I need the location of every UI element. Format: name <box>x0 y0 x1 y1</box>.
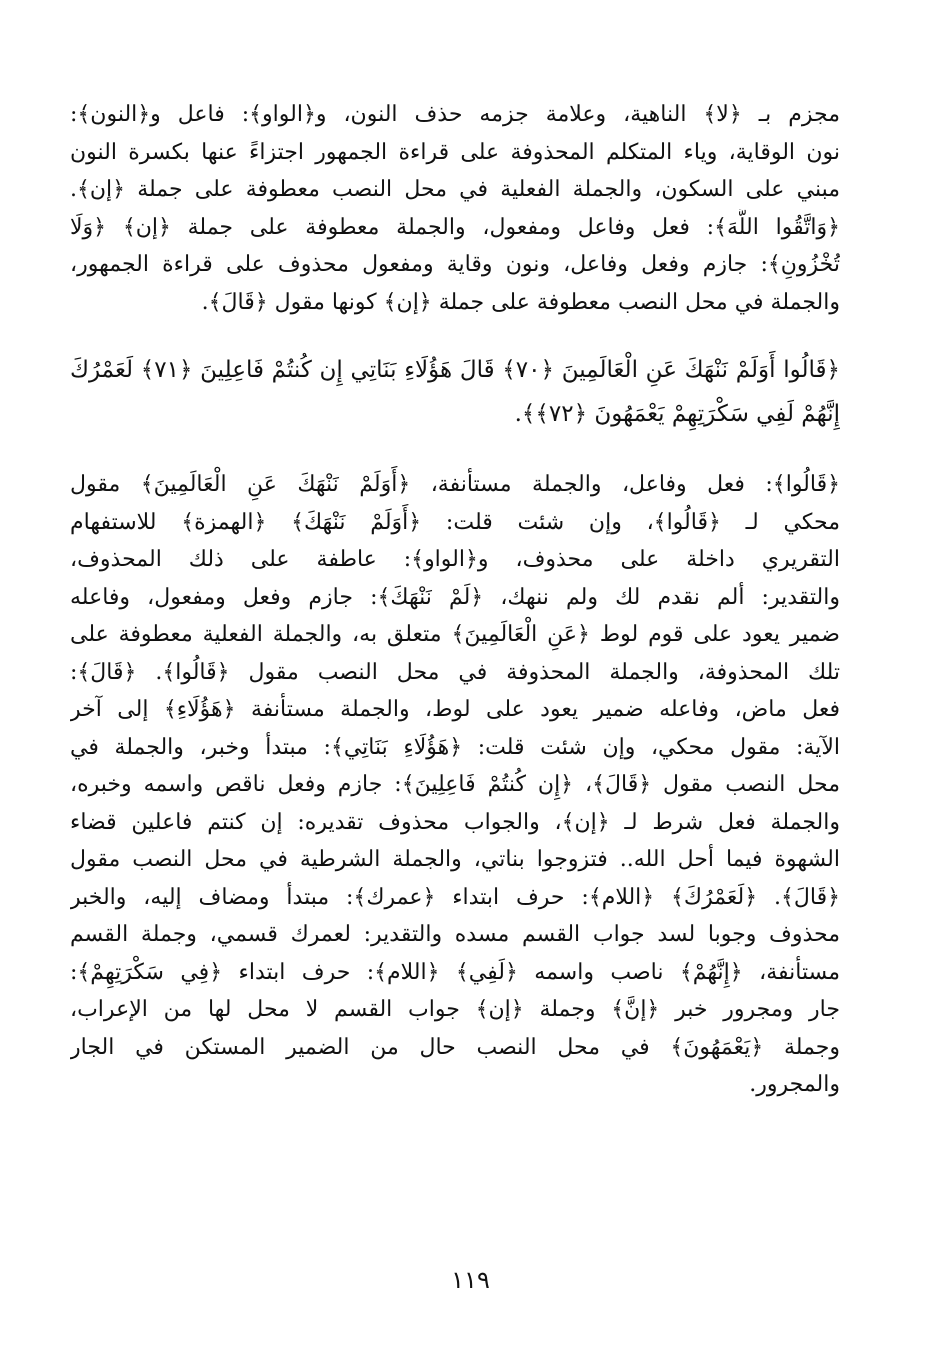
verse-line: ﴿قَالُوا أَوَلَمْ نَنْهَكَ عَنِ الْعَالَمِينَ ﴿٧٠﴾ قَالَ هَؤُلَاءِ بَنَاتِي إِن كُنتُمْ فَاعِلِينَ ﴿٧١﴾ لَعَمْرُكَ <box>70 357 840 383</box>
text-line: ﴿قَالَ﴾. ﴿لَعَمْرُكَ﴾ ﴿اللام﴾: حرف ابتداء ﴿عمرك﴾: مبتدأ ومضاف إليه، والخبر <box>70 884 840 910</box>
text-line: نون الوقاية، وياء المتكلم المحذوفة على قراءة الجمهور اجتزاءً عنها بكسرة النون <box>70 139 840 165</box>
text-line: مجزم بـ ﴿لا﴾ الناهية، وعلامة جزمه حذف النون، و﴿الواو﴾: فاعل و﴿النون﴾: <box>70 102 840 127</box>
text-line: والجملة فعل شرط لـ ﴿إن﴾، والجواب محذوف تقديره: إن كنتم فاعلين قضاء <box>70 809 840 835</box>
text-line: محل النصب مقول ﴿قَالَ﴾، ﴿إِن كُنتُمْ فَاعِلِينَ﴾: جازم وفعل ناقص واسمه وخبره، <box>70 772 840 797</box>
page-number: ١١٩ <box>451 1266 490 1294</box>
text-line: محكي لـ ﴿قَالُوا﴾، وإن شئت قلت: ﴿أَوَلَمْ نَنْهَكَ﴾ ﴿الهمزة﴾ للاستفهام <box>70 509 840 535</box>
text-line: والجملة في محل النصب معطوفة على جملة ﴿إن﴾ كونها مقول ﴿قَالَ﴾. <box>201 289 840 315</box>
text-line: تلك المحذوفة، والجملة المحذوفة في محل النصب مقول ﴿قَالُوا﴾. ﴿قَالَ﴾: <box>70 659 840 685</box>
text-line: فعل ماض، وفاعله ضمير يعود على لوط، والجملة مستأنفة ﴿هَؤُلَاءِ﴾ إلى آخر <box>70 697 840 722</box>
paragraph-1 <box>70 96 840 321</box>
text-line: ﴿وَاتَّقُوا اللَّهَ﴾: فعل وفاعل ومفعول، والجملة معطوفة على جملة ﴿إن﴾ ﴿وَلَا <box>70 214 840 240</box>
quran-verse-block <box>70 348 840 436</box>
text-line: والمجرور. <box>749 1072 840 1097</box>
paragraph-2 <box>70 466 840 1104</box>
text-line: الآية: مقول محكي، وإن شئت قلت: ﴿هَؤُلَاءِ بَنَاتِي﴾: مبتدأ وخبر، والجملة في <box>70 734 840 760</box>
text-line: ﴿قَالُوا﴾: فعل وفاعل، والجملة مستأنفة، ﴿أَوَلَمْ نَنْهَكَ عَنِ الْعَالَمِينَ﴾ مقول <box>70 472 840 497</box>
verse-line: إِنَّهُمْ لَفِي سَكْرَتِهِمْ يَعْمَهُونَ ﴿٧٢﴾﴾. <box>514 401 840 427</box>
text-line: الشهوة فيما أحل الله.. فتزوجوا بناتي، والجملة الشرطية في محل النصب مقول <box>70 847 840 872</box>
text-line: محذوف وجوبا لسد جواب القسم مسده والتقدير: لعمرك قسمي، وجملة القسم <box>70 922 840 947</box>
page-body <box>70 96 840 1104</box>
text-line: التقريري داخلة على محذوف، و﴿الواو﴾: عاطفة على ذلك المحذوف، <box>70 547 840 572</box>
text-line: ضمير يعود على قوم لوط ﴿عَنِ الْعَالَمِينَ﴾ متعلق به، والجملة الفعلية معطوفة على <box>70 622 840 647</box>
text-line: جار ومجرور خبر ﴿إنَّ﴾ وجملة ﴿إن﴾ جواب القسم لا محل لها من الإعراب، <box>70 997 840 1022</box>
text-line: تُخْزُونِ﴾: جازم وفعل وفاعل، ونون وقاية ومفعول محذوف على قراءة الجمهور، <box>70 252 840 277</box>
text-line: مستأنفة، ﴿إِنَّهُمْ﴾ ناصب واسمه ﴿لَفِي﴾ ﴿اللام﴾: حرف ابتداء ﴿فِي سَكْرَتِهِمْ﴾: <box>70 959 840 985</box>
text-line: مبني على السكون، والجملة الفعلية في محل النصب معطوفة على جملة ﴿إن﴾. <box>70 177 840 202</box>
text-line: وجملة ﴿يَعْمَهُونَ﴾ في محل النصب حال من الضمير المستكن في الجار <box>70 1034 840 1060</box>
text-line: والتقدير: ألم نقدم لك ولم ننهك، ﴿لَمْ نَنْهَكَ﴾: جازم وفعل ومفعول، وفاعله <box>70 584 840 610</box>
